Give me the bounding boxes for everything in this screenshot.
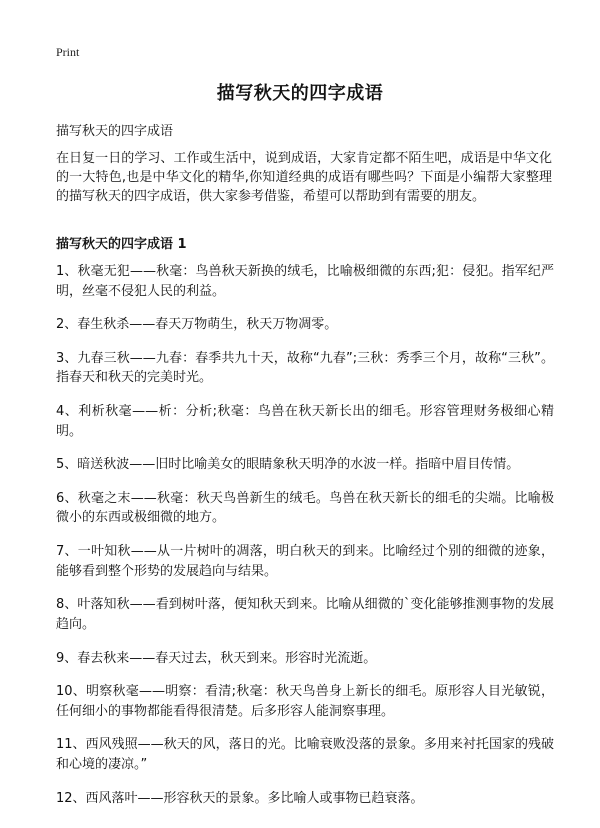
list-item: 5、暗送秋波——旧时比喻美女的眼睛象秋天明净的水波一样。指暗中眉目传情。 — [56, 457, 520, 473]
intro-paragraph: 在日复一日的学习、工作或生活中，说到成语，大家肯定都不陌生吧，成语是中华文化的一大特色,也是中华文化的精华,你知道经典的成语有哪些吗？下面是小编帮大家整理的描写秋天的四字成语，供大家参考借鉴，希望可以帮助到有需要的朋友。 — [56, 151, 552, 204]
list-item: 11、西风残照——秋天的风，落日的光。比喻衰败没落的景象。多用来衬托国家的残破和心境的凄凉。” — [56, 737, 554, 772]
list-item: 8、叶落知秋——看到树叶落，便知秋天到来。比喻从细微的`变化能够推测事物的发展趋向。 — [56, 597, 554, 632]
section-heading: 描写秋天的四字成语 1 — [56, 237, 187, 252]
page-title: 描写秋天的四字成语 — [216, 83, 384, 104]
list-item: 1、秋毫无犯——秋毫：鸟兽秋天新换的绒毛，比喻极细微的东西;犯：侵犯。指军纪严明，丝毫不侵犯人民的利益。 — [56, 264, 554, 299]
list-item: 2、春生秋杀——春天万物萌生，秋天万物凋零。 — [56, 317, 338, 333]
list-item: 10、明察秋毫——明察：看清;秋毫：秋天鸟兽身上新长的细毛。原形容人目光敏锐，任何细小的事物都能看得很清楚。后多形容人能洞察事理。 — [56, 684, 554, 719]
list-item: 6、秋毫之末——秋毫：秋天鸟兽新生的绒毛。鸟兽在秋天新长的细毛的尖端。比喻极微小的东西或极细微的地方。 — [56, 490, 554, 526]
list-item: 3、九春三秋——九春：春季共九十天，故称“九春”;三秋：秀季三个月，故称“三秋”。指春天和秋天的完美时光。 — [56, 350, 554, 386]
list-item: 12、西风落叶——形容秋天的景象。多比喻人或事物已趋衰落。 — [56, 790, 424, 806]
print-link[interactable]: Print — [56, 45, 80, 59]
idiom-list — [56, 262, 554, 822]
list-item: 7、一叶知秋——从一片树叶的凋落，明白秋天的到来。比喻经过个别的细微的迹象，能够看到整个形势的发展趋向与结果。 — [56, 544, 554, 579]
article-subtitle: 描写秋天的四字成语 — [56, 124, 174, 139]
list-item: 9、春去秋来——春天过去，秋天到来。形容时光流逝。 — [56, 650, 377, 666]
list-item: 4、利析秋毫——析：分析;秋毫：鸟兽在秋天新长出的细毛。形容管理财务极细心精明。 — [56, 404, 554, 439]
